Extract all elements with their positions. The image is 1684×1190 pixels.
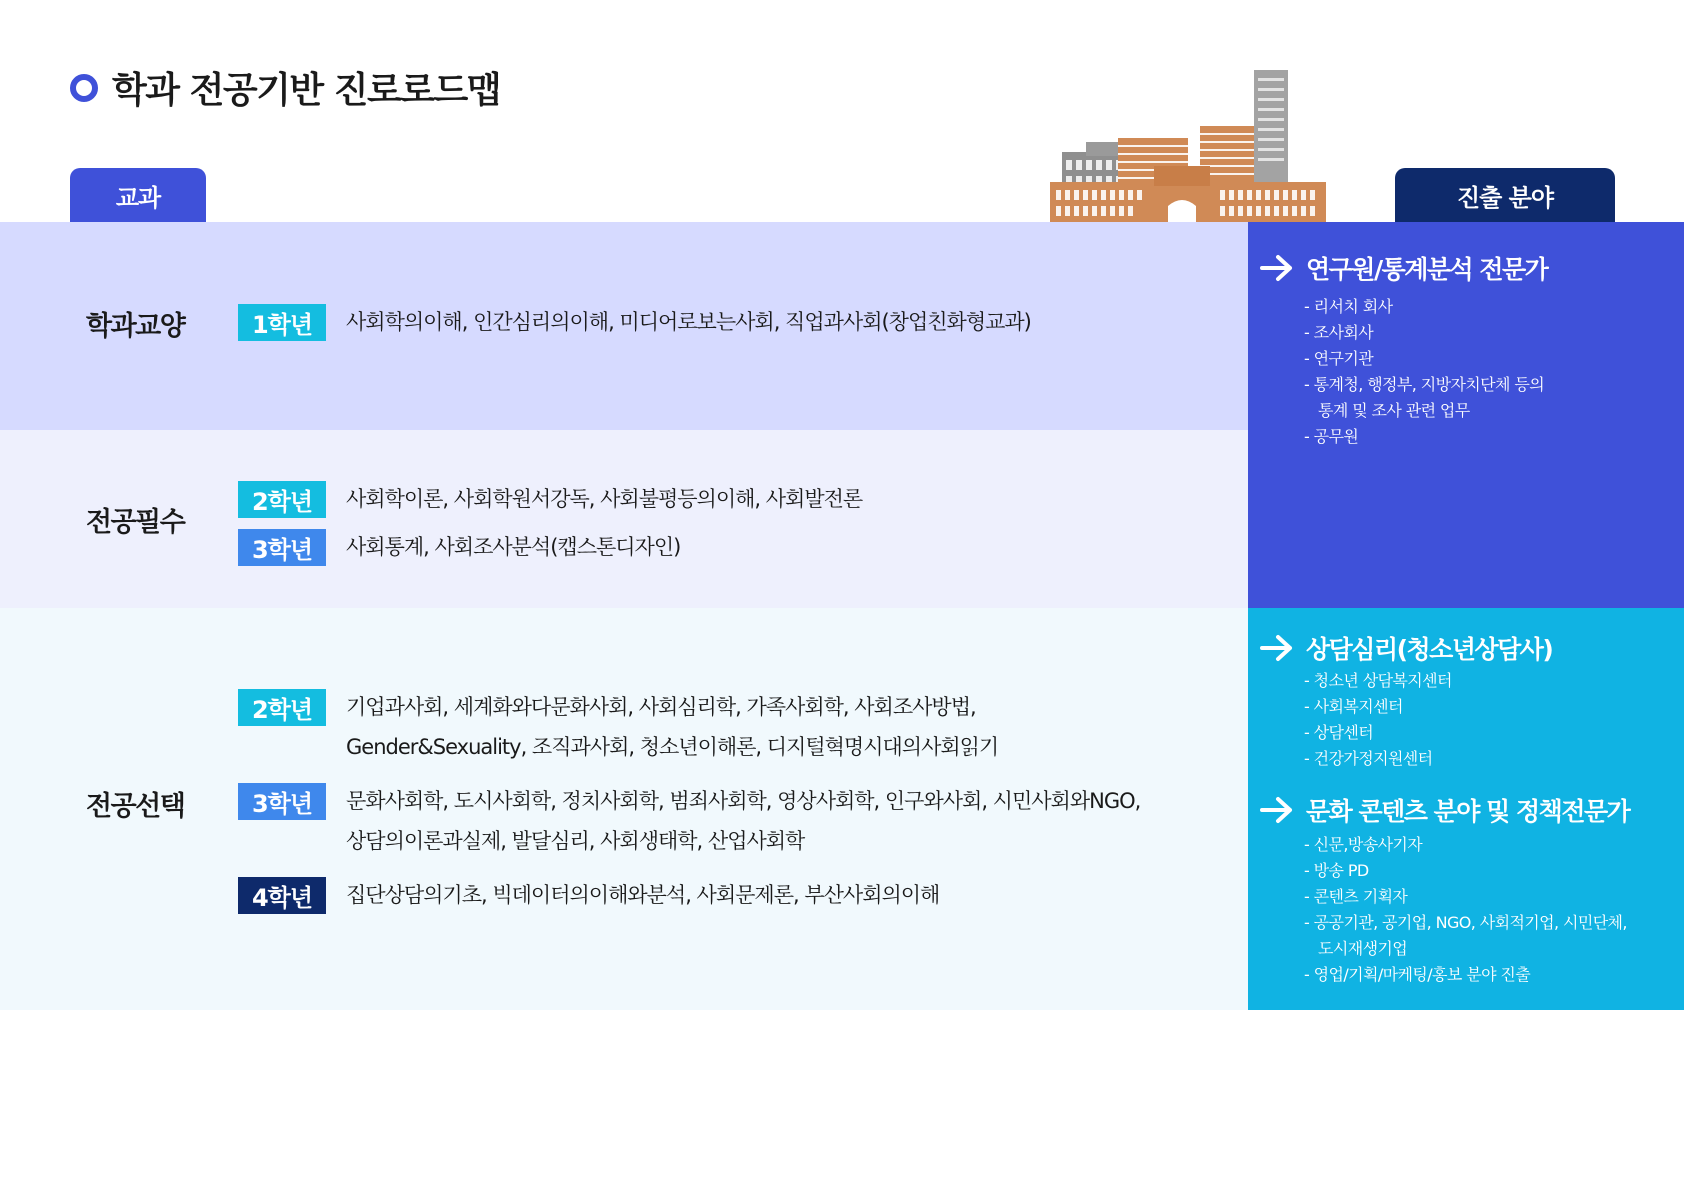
circle-bullet-icon (70, 74, 98, 102)
career-item: - 영업/기획/마케팅/홍보 분야 진출 (1304, 965, 1531, 984)
career-item: - 공공기관, 공기업, NGO, 사회적기업, 시민단체, (1304, 913, 1627, 932)
course-line: 문화사회학, 도시사회학, 정치사회학, 범죄사회학, 영상사회학, 인구와사회, 시민사회와NGO, (346, 789, 1141, 813)
course-line: 사회통계, 사회조사분석(캡스톤디자인) (346, 535, 681, 559)
arrow-right-icon (1260, 796, 1294, 824)
course-line: 상담의이론과실제, 발달심리, 사회생태학, 산업사회학 (346, 829, 805, 853)
page-title: 학과 전공기반 진로로드맵 (112, 70, 501, 111)
grade-badge-1: 1학년 (238, 304, 326, 341)
career-item: - 공무원 (1304, 427, 1359, 446)
course-list (346, 302, 1031, 342)
career-heading (1260, 630, 1552, 666)
row-major-required (0, 430, 1248, 608)
arrow-right-icon (1260, 254, 1294, 282)
grade-badge-4: 4학년 (238, 877, 326, 914)
course-list (346, 781, 1140, 861)
course-line: 집단상담의기초, 빅데이터의이해와분석, 사회문제론, 부산사회의이해 (346, 883, 940, 907)
career-title: 연구원/통계분석 전문가 (1306, 255, 1548, 284)
course-list (346, 479, 862, 519)
tab-curriculum: 교과 (70, 168, 206, 222)
career-list (1304, 294, 1544, 450)
category-label: 학과교양 (86, 311, 185, 342)
career-item: - 콘텐츠 기획자 (1304, 887, 1408, 906)
course-line: 사회학이론, 사회학원서강독, 사회불평등의이해, 사회발전론 (346, 487, 863, 511)
career-list (1304, 668, 1452, 772)
tab-career-fields: 진출 분야 (1395, 168, 1615, 222)
career-panel-research (1248, 222, 1684, 608)
career-item: 도시재생기업 (1318, 939, 1408, 958)
grade-badge-2: 2학년 (238, 689, 326, 726)
career-title: 상담심리(청소년상담사) (1306, 635, 1553, 664)
page-header (70, 62, 500, 113)
grade-badge-3: 3학년 (238, 783, 326, 820)
career-item: - 방송 PD (1304, 861, 1369, 880)
category-label: 전공선택 (86, 791, 185, 822)
row-major-elective (0, 608, 1248, 1010)
course-line: 기업과사회, 세계화와다문화사회, 사회심리학, 가족사회학, 사회조사방법, (346, 695, 976, 719)
career-item: - 조사회사 (1304, 323, 1374, 342)
course-list (346, 687, 998, 767)
career-panel-counseling-culture (1248, 608, 1684, 1010)
career-item: 통계 및 조사 관련 업무 (1318, 401, 1470, 420)
campus-building-illustration (1050, 68, 1330, 222)
career-list (1304, 832, 1627, 988)
career-item: - 연구기관 (1304, 349, 1374, 368)
career-item: - 상담센터 (1304, 723, 1374, 742)
arrow-right-icon (1260, 634, 1294, 662)
career-item: - 건강가정지원센터 (1304, 749, 1433, 768)
course-list (346, 875, 939, 915)
career-item: - 통계청, 행정부, 지방자치단체 등의 (1304, 375, 1545, 394)
career-item: - 사회복지센터 (1304, 697, 1403, 716)
grade-badge-3: 3학년 (238, 529, 326, 566)
grade-badge-2: 2학년 (238, 481, 326, 518)
course-line: 사회학의이해, 인간심리의이해, 미디어로보는사회, 직업과사회(창업친화형교과) (346, 310, 1031, 334)
career-heading (1260, 250, 1547, 286)
career-heading (1260, 792, 1629, 828)
course-line: Gender&Sexuality, 조직과사회, 청소년이해론, 디지털혁명시대의사회읽기 (346, 735, 999, 759)
career-title: 문화 콘텐츠 분야 및 정책전문가 (1306, 797, 1630, 826)
course-list (346, 527, 680, 567)
row-liberal-arts (0, 222, 1248, 430)
category-label: 전공필수 (86, 507, 185, 538)
career-item: - 신문,방송사기자 (1304, 835, 1423, 854)
career-item: - 청소년 상담복지센터 (1304, 671, 1452, 690)
career-item: - 리서치 회사 (1304, 297, 1393, 316)
